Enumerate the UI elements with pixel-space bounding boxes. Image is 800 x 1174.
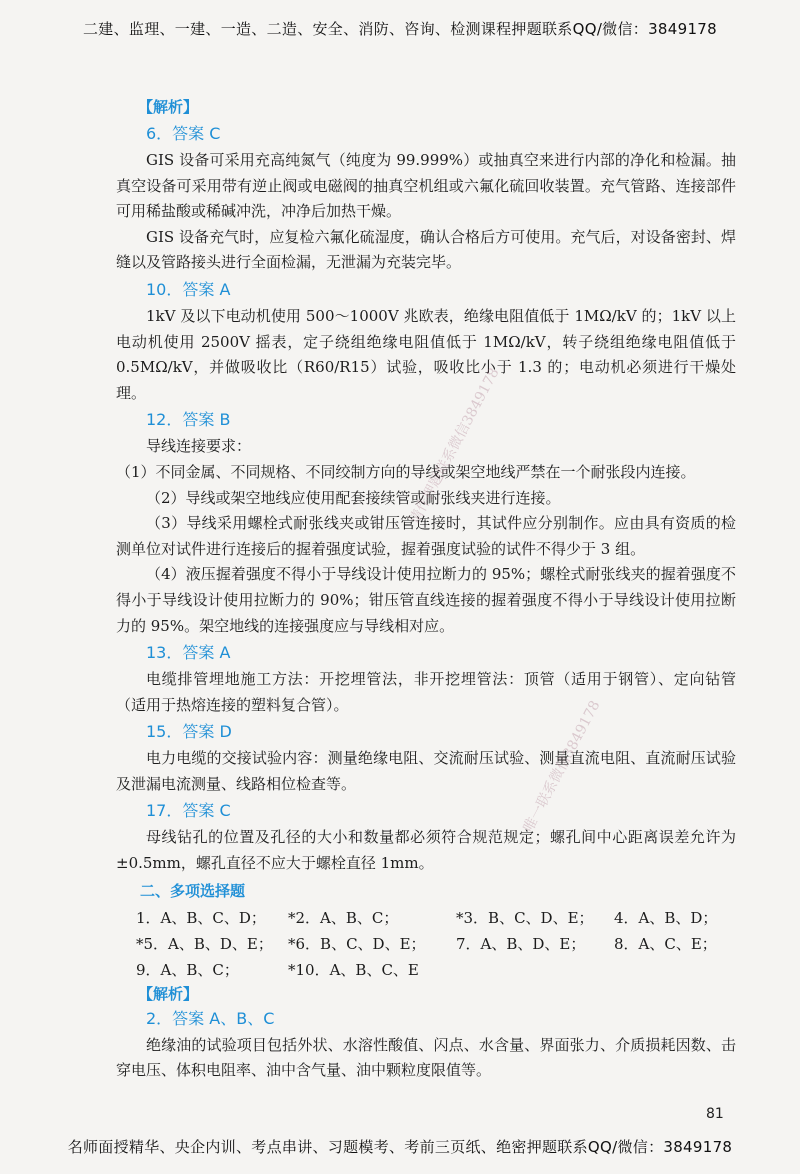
- page-content: [116, 96, 736, 1084]
- multiple-choice-heading: 二、多项选择题: [140, 881, 246, 900]
- paragraph: 1kV 及以下电动机使用 500～1000V 兆欧表，绝缘电阻值低于 1MΩ/kV 的；1kV 以上电动机使用 2500V 摇表，定子绕组绝缘电阻值低于 1MΩ/kV，转子绕组绝缘电阻值低于 0.5MΩ/kV，并做吸收比（R60/R15）试验，吸收比小于 1.3 的；电动机必须进行干燥处理。: [116, 306, 736, 402]
- footer-banner: 名师面授精华、央企内训、考点串讲、习题模考、考前三页纸、绝密押题联系QQ/微信：3849178: [67, 1138, 733, 1156]
- paragraph: 电力电缆的交接试验内容：测量绝缘电阻、交流耐压试验、测量直流电阻、直流耐压试验及泄漏电流测量、线路相位检查等。: [116, 749, 736, 793]
- paragraph: （1）不同金属、不同规格、不同绞制方向的导线或架空地线严禁在一个耐张段内连接。: [116, 462, 696, 481]
- header-banner: 二建、监理、一建、一造、二造、安全、消防、咨询、检测课程押题联系QQ/微信：3849178: [83, 20, 717, 38]
- paragraph: （4）液压握着强度不得小于导线设计使用拉断力的 95%；螺栓式耐张线夹的握着强度不得小于导线设计使用拉断力的 90%；钳压管直线连接的握着强度不得小于导线设计使用拉断力的 95%。架空地线的连接强度应与导线相对应。: [116, 565, 736, 635]
- paragraph: 电缆排管埋地施工方法：开挖埋管法，非开挖埋管法：顶管（适用于钢管）、定向钻管（适用于热熔连接的塑料复合管）。: [116, 670, 736, 714]
- answer-cell: 9．A、B、C；: [136, 960, 239, 979]
- answer-cell: *6．B、C、D、E；: [288, 934, 426, 953]
- answer-cell: 4．A、B、D；: [614, 908, 718, 927]
- answer-2: 2．答案 A、B、C: [146, 1008, 275, 1028]
- paragraph: GIS 设备充气时，应复检六氟化硫湿度，确认合格后方可使用。充气后，对设备密封、焊缝以及管路接头进行全面检漏，无泄漏为充装完毕。: [116, 227, 736, 272]
- page-number: 81: [706, 1106, 724, 1122]
- answer-row: [136, 931, 736, 957]
- paragraph: GIS 设备可采用充高纯氮气（纯度为 99.999%）或抽真空来进行内部的净化和检漏。抽真空设备可采用带有逆止阀或电磁阀的抽真空机组或六氟化硫回收装置。充气管路、连接部件可用稀盐酸或稀碱冲洗，冲净后加热干燥。: [116, 151, 736, 221]
- answer-17: 17．答案 C: [146, 801, 231, 821]
- answer-row: [136, 957, 736, 983]
- analysis-label: 【解析】: [138, 98, 199, 116]
- answer-cell: *2．A、B、C；: [288, 908, 399, 927]
- answer-12: 12．答案 B: [146, 410, 231, 430]
- answer-cell: *5．A、B、D、E；: [136, 934, 273, 953]
- analysis-label: 【解析】: [138, 984, 199, 1003]
- paragraph: 导线连接要求：: [146, 437, 252, 456]
- answer-13: 13．答案 A: [146, 643, 231, 663]
- paragraph: （3）导线采用螺栓式耐张线夹或钳压管连接时，其试件应分别制作。应由具有资质的检测单位对试件进行连接后的握着强度试验，握着强度试验的试件不得少于 3 组。: [116, 514, 736, 558]
- answer-cell: *3．B、C、D、E；: [456, 908, 594, 927]
- answer-15: 15．答案 D: [146, 722, 232, 742]
- answer-10: 10．答案 A: [146, 279, 231, 299]
- watermark: 请作押题联系微信3849178: [406, 365, 503, 527]
- answer-row: [136, 905, 736, 931]
- paragraph: （2）导线或架空地线应使用配套接续管或耐张线夹进行连接。: [146, 488, 561, 507]
- answer-cell: 1．A、B、C、D；: [136, 908, 266, 927]
- paragraph: 母线钻孔的位置及孔径的大小和数量都必须符合规范规定；螺孔间中心距离误差允许为 ±0.5mm，螺孔直径不应大于螺栓直径 1mm。: [116, 828, 736, 873]
- answer-cell: 8．A、C、E；: [614, 934, 717, 953]
- answer-cell: 7．A、B、D、E；: [456, 934, 586, 953]
- answer-cell: *10．A、B、C、E: [288, 960, 419, 979]
- answer-6: 6．答案 C: [146, 124, 221, 143]
- paragraph: 绝缘油的试验项目包括外状、水溶性酸值、闪点、水含量、界面张力、介质损耗因数、击穿电压、体积电阻率、油中含气量、油中颗粒度限值等。: [116, 1035, 736, 1080]
- watermark: 唯一联系微信3849178: [520, 698, 604, 835]
- answer-grid: [136, 905, 736, 983]
